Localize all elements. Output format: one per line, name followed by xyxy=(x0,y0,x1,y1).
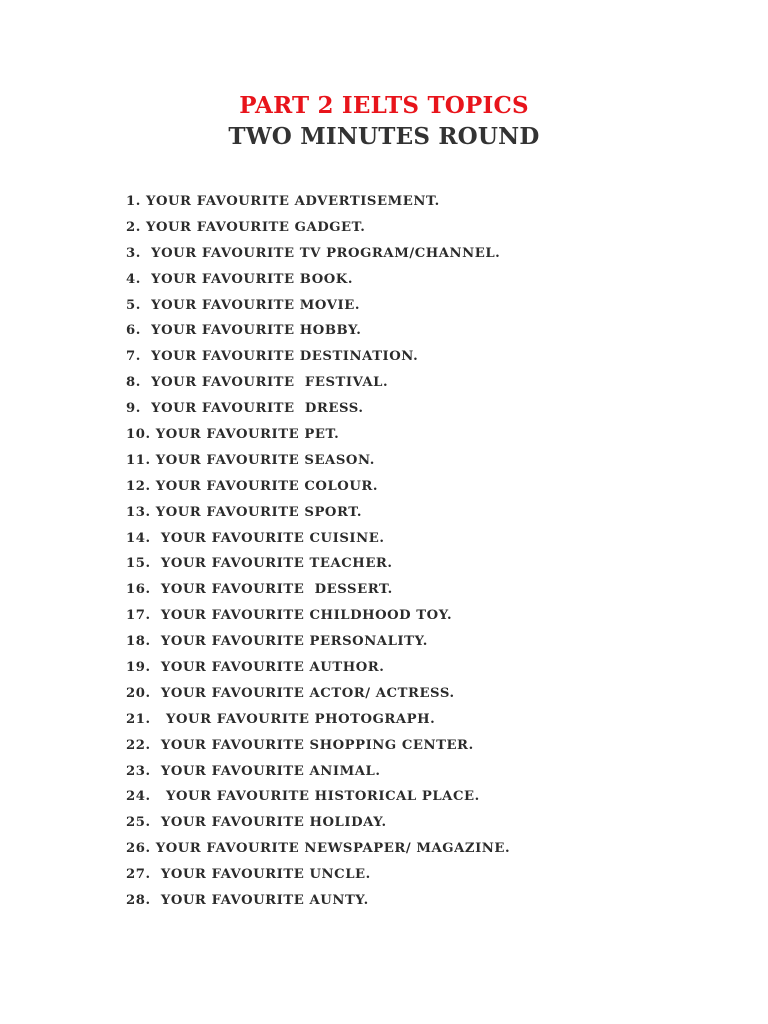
list-item: 10. YOUR FAVOURITE PET. xyxy=(126,427,340,443)
list-item: 18. YOUR FAVOURITE PERSONALITY. xyxy=(126,634,428,650)
list-item: 17. YOUR FAVOURITE CHILDHOOD TOY. xyxy=(126,608,453,624)
list-item: 15. YOUR FAVOURITE TEACHER. xyxy=(126,556,393,572)
list-item: 25. YOUR FAVOURITE HOLIDAY. xyxy=(126,815,387,831)
list-item: 8. YOUR FAVOURITE FESTIVAL. xyxy=(126,375,389,391)
list-item: 14. YOUR FAVOURITE CUISINE. xyxy=(126,530,385,546)
topic-list xyxy=(126,189,510,914)
list-item: 4. YOUR FAVOURITE BOOK. xyxy=(126,271,353,287)
list-item: 26. YOUR FAVOURITE NEWSPAPER/ MAGAZINE. xyxy=(126,841,511,857)
list-item: 6. YOUR FAVOURITE HOBBY. xyxy=(126,323,362,339)
list-item: 7. YOUR FAVOURITE DESTINATION. xyxy=(126,349,419,365)
list-item: 28. YOUR FAVOURITE AUNTY. xyxy=(126,893,369,909)
list-item: 24. YOUR FAVOURITE HISTORICAL PLACE. xyxy=(126,789,480,805)
list-item: 3. YOUR FAVOURITE TV PROGRAM/CHANNEL. xyxy=(126,245,501,261)
list-item: 9. YOUR FAVOURITE DRESS. xyxy=(126,401,364,417)
list-item: 21. YOUR FAVOURITE PHOTOGRAPH. xyxy=(126,711,436,727)
list-item: 11. YOUR FAVOURITE SEASON. xyxy=(126,452,375,468)
list-item: 12. YOUR FAVOURITE COLOUR. xyxy=(126,478,379,494)
list-item: 5. YOUR FAVOURITE MOVIE. xyxy=(126,297,360,313)
list-item: 19. YOUR FAVOURITE AUTHOR. xyxy=(126,660,385,676)
page-title: PART 2 IELTS TOPICS xyxy=(239,92,529,119)
list-item: 22. YOUR FAVOURITE SHOPPING CENTER. xyxy=(126,737,474,753)
list-item: 27. YOUR FAVOURITE UNCLE. xyxy=(126,867,371,883)
list-item: 13. YOUR FAVOURITE SPORT. xyxy=(126,504,363,520)
list-item: 1. YOUR FAVOURITE ADVERTISEMENT. xyxy=(126,194,440,209)
list-item: 16. YOUR FAVOURITE DESSERT. xyxy=(126,582,393,598)
list-item: 23. YOUR FAVOURITE ANIMAL. xyxy=(126,763,381,779)
list-item: 2. YOUR FAVOURITE GADGET. xyxy=(126,219,366,235)
page-subtitle: TWO MINUTES ROUND xyxy=(228,123,540,150)
list-item: 20. YOUR FAVOURITE ACTOR/ ACTRESS. xyxy=(126,685,455,701)
